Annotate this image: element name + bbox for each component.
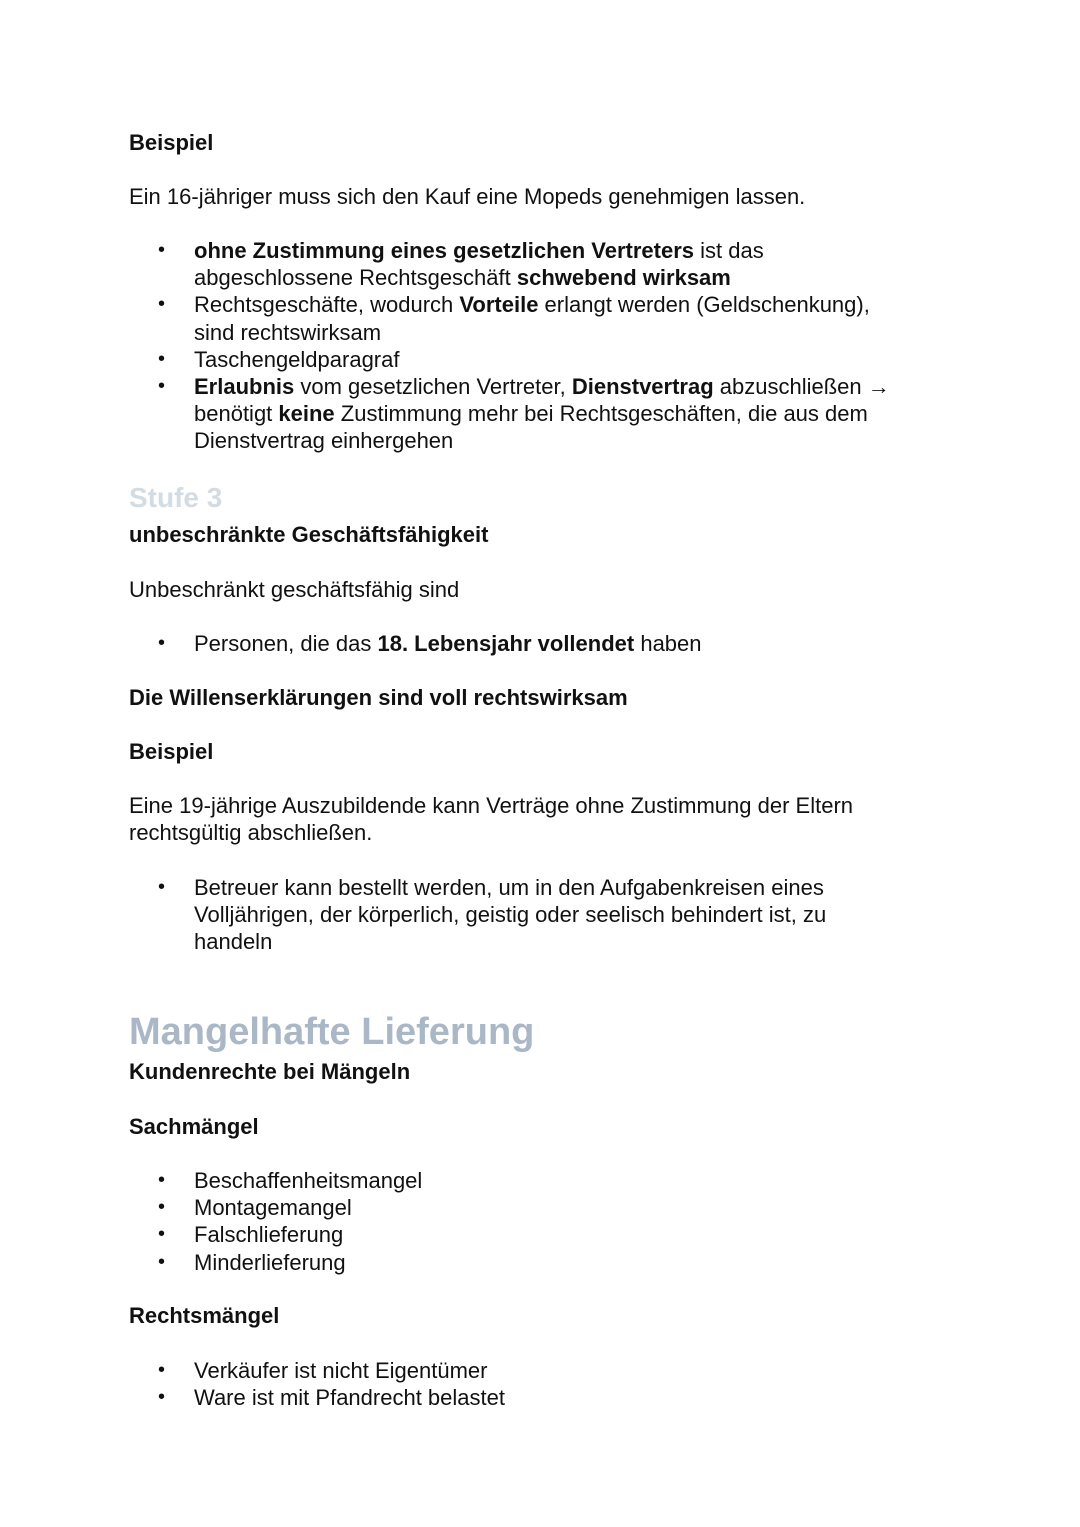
list-item: • Erlaubnis vom gesetzlichen Vertreter, Dienstvertrag abzuschließen → benötigt keine Zustimmung mehr bei Rechtsgeschäften, die aus dem Dienstvertrag einhergehen xyxy=(129,373,969,455)
list-item: • Verkäufer ist nicht Eigentümer xyxy=(129,1357,969,1384)
bullet-list-2 xyxy=(129,630,969,657)
bullet-list-1 xyxy=(129,237,969,455)
example-line: Eine 19-jährige Auszubildende kann Verträge ohne Zustimmung der Eltern xyxy=(129,793,854,818)
list-item: • Montagemangel xyxy=(129,1194,969,1221)
list-item: • Ware ist mit Pfandrecht belastet xyxy=(129,1384,969,1411)
beispiel-heading: Beispiel xyxy=(129,130,214,155)
list-item: • Rechtsgeschäfte, wodurch Vorteile erlangt werden (Geldschenkung), sind rechtswirksam xyxy=(129,291,969,345)
subheading: unbeschränkte Geschäftsfähigkeit xyxy=(129,522,489,547)
section-title: Mangelhafte Lieferung xyxy=(129,1011,535,1053)
list-item: • ohne Zustimmung eines gesetzlichen Vertreters ist das abgeschlossene Rechtsgeschäft schwebend wirksam xyxy=(129,237,969,291)
bullet-list-3 xyxy=(129,874,969,956)
sachmaengel-list xyxy=(129,1167,969,1276)
stufe-heading: Stufe 3 xyxy=(129,482,223,513)
sachmaengel-heading: Sachmängel xyxy=(129,1114,259,1139)
rechtsmaengel-list xyxy=(129,1357,969,1411)
statement: Die Willenserklärungen sind voll rechtswirksam xyxy=(129,685,628,710)
list-item: • Falschlieferung xyxy=(129,1221,969,1248)
beispiel-heading: Beispiel xyxy=(129,739,214,764)
subheading: Kundenrechte bei Mängeln xyxy=(129,1059,411,1084)
list-item: • Personen, die das 18. Lebensjahr vollendet haben xyxy=(129,630,969,657)
example-text: Ein 16-jähriger muss sich den Kauf eine Mopeds genehmigen lassen. xyxy=(129,184,806,209)
intro-text: Unbeschränkt geschäftsfähig sind xyxy=(129,577,460,602)
list-item: • Betreuer kann bestellt werden, um in den Aufgabenkreisen eines Volljährigen, der körperlich, geistig oder seelisch behindert ist, zu handeln xyxy=(129,874,969,956)
list-item: • Taschengeldparagraf xyxy=(129,346,969,373)
list-item: • Minderlieferung xyxy=(129,1249,969,1276)
list-item: • Beschaffenheitsmangel xyxy=(129,1167,969,1194)
example-line: rechtsgültig abschließen. xyxy=(129,820,373,845)
rechtsmaengel-heading: Rechtsmängel xyxy=(129,1303,280,1328)
